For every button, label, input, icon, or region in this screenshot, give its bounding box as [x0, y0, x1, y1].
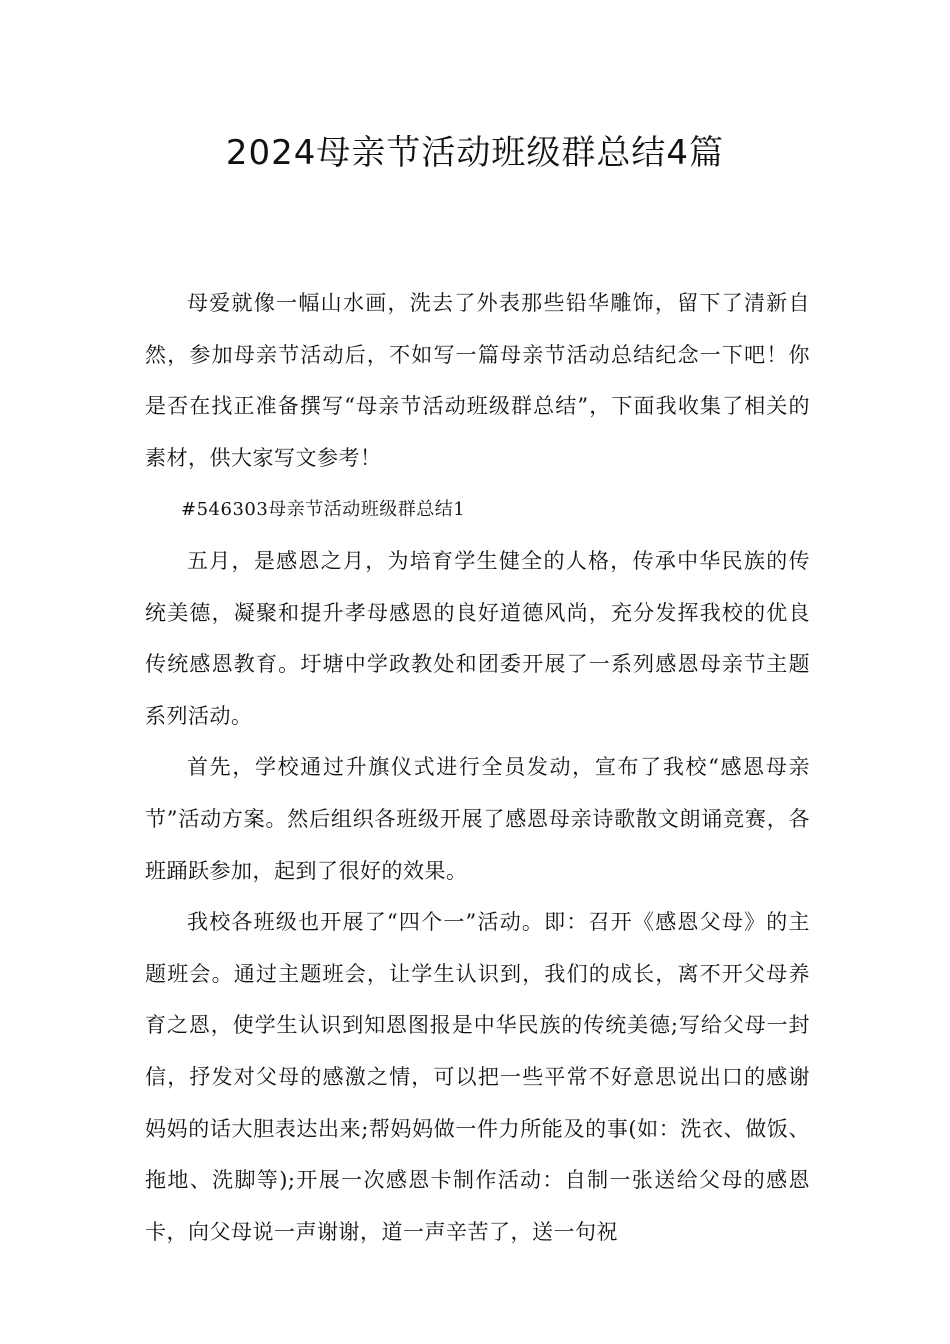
intro-paragraph: 母爱就像一幅山水画，洗去了外表那些铅华雕饰，留下了清新自然，参加母亲节活动后，不如写一篇母亲节活动总结纪念一下吧！你是否在找正准备撰写“母亲节活动班级群总结”，下面我收集了相关的素材，供大家写文参考！: [145, 291, 810, 470]
body-paragraph: 五月，是感恩之月，为培育学生健全的人格，传承中华民族的传统美德，凝聚和提升孝母感恩的良好道德风尚，充分发挥我校的优良传统感恩教育。圩塘中学政教处和团委开展了一系列感恩母亲节主题系列活动。: [145, 548, 810, 728]
body-paragraph: 首先，学校通过升旗仪式进行全员发动，宣布了我校“感恩母亲节”活动方案。然后组织各班级开展了感恩母亲诗歌散文朗诵竞赛，各班踊跃参加，起到了很好的效果。: [145, 755, 810, 883]
document-body: [145, 278, 810, 1258]
section-heading: #546303母亲节活动班级群总结1: [181, 499, 466, 521]
body-paragraph: 我校各班级也开展了“四个一”活动。即：召开《感恩父母》的主题班会。通过主题班会，让学生认识到，我们的成长，离不开父母养育之恩，使学生认识到知恩图报是中华民族的传统美德;写给父母一封信，抒发对父母的感激之情，可以把一些平常不好意思说出口的感谢妈妈的话大胆表达出来;帮妈妈做一件力所能及的事(如：洗衣、做饭、拖地、洗脚等);开展一次感恩卡制作活动：自制一张送给父母的感恩卡，向父母说一声谢谢，道一声辛苦了，送一句祝: [145, 910, 810, 1244]
document-title: 2024母亲节活动班级群总结4篇: [225, 133, 725, 173]
